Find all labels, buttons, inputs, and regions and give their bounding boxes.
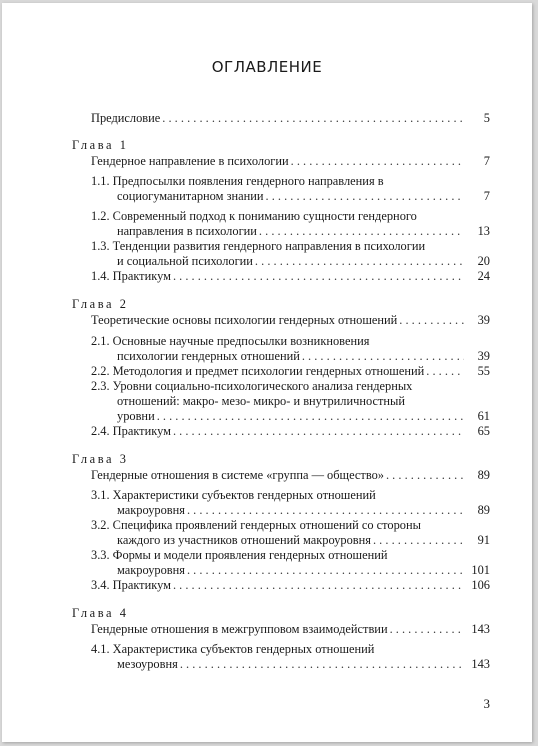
entry-title-line: 1.2. Современный подход к пониманию сущности гендерного [91,209,417,223]
entry-page: 5 [483,111,490,125]
toc-entry-section[interactable] [91,239,490,269]
entry-page: 39 [477,349,490,363]
entry-title: мезоуровня [117,657,178,671]
entry-title-line: 1.3. Тенденции развития гендерного направления в психологии [91,239,426,253]
entry-title: 2.4. Практикум [91,424,171,438]
toc-entry-section[interactable] [91,548,490,578]
leader-dots [302,349,464,364]
toc-entry-section[interactable] [91,174,490,204]
leader-dots [173,578,464,593]
toc-entry-section[interactable] [91,379,490,424]
toc-entry-section[interactable] [91,578,490,593]
toc-entry-section[interactable] [91,269,490,284]
entry-title: Гендерное направление в психологии [91,154,289,168]
page-number: 3 [483,696,490,711]
leader-dots [255,254,464,269]
leader-dots [399,313,464,328]
entry-page: 65 [477,424,490,438]
entry-page: 91 [477,533,490,547]
entry-page: 143 [471,657,490,671]
entry-page: 39 [477,313,490,327]
leader-dots [187,563,464,578]
toc-entry-section[interactable] [91,518,490,548]
entry-title: Гендерные отношения в системе «группа — общество» [91,468,384,482]
book-page [2,3,532,742]
entry-page: 89 [477,468,490,482]
toc-entry-section[interactable] [91,424,490,439]
chapter-label: Глава 1 [72,138,129,152]
entry-title-line: 3.3. Формы и модели проявления гендерных отношений [91,548,388,562]
leader-dots [426,364,464,379]
toc-heading: ОГЛАВЛЕНИЕ [211,58,323,76]
entry-title-line: 2.1. Основные научные предпосылки возникновения [91,334,370,348]
toc-entry-preface[interactable] [91,111,490,126]
entry-page: 61 [477,409,490,423]
chapter-label: Глава 4 [72,606,129,620]
entry-page: 101 [471,563,490,577]
toc-entry-chapter-title[interactable] [91,468,490,483]
leader-dots [157,409,464,424]
toc-entry-section[interactable] [91,209,490,239]
chapter-label: Глава 3 [72,452,129,466]
leader-dots [162,111,464,126]
entry-title: социогуманитарном знании [117,189,264,203]
entry-page: 7 [483,189,490,203]
leader-dots [173,269,464,284]
entry-page: 24 [477,269,490,283]
toc-entry-section[interactable] [91,488,490,518]
entry-title: психологии гендерных отношений [117,349,300,363]
toc-entry-chapter-title[interactable] [91,154,490,169]
toc-entry-chapter-title[interactable] [91,622,490,637]
entry-page: 89 [477,503,490,517]
entry-title-line: отношений: макро- мезо- микро- и внутриличностный [117,394,405,408]
toc-entry-section[interactable] [91,334,490,364]
entry-title: 2.2. Методология и предмет психологии гендерных отношений [91,364,425,378]
entry-page: 20 [477,254,490,268]
leader-dots [386,468,464,483]
entry-title-line: 1.1. Предпосылки появления гендерного направления в [91,174,384,188]
leader-dots [180,657,464,672]
entry-title: каждого из участников отношений макроуровня [117,533,371,547]
entry-title: Гендерные отношения в межгрупповом взаимодействии [91,622,388,636]
entry-page: 106 [471,578,490,592]
entry-title-line: 3.1. Характеристики субъектов гендерных отношений [91,488,376,502]
entry-title: Предисловие [91,111,161,125]
leader-dots [173,424,464,439]
entry-page: 143 [471,622,490,636]
entry-page: 55 [477,364,490,378]
entry-title: 1.4. Практикум [91,269,171,283]
entry-page: 13 [477,224,490,238]
toc-entry-chapter-title[interactable] [91,313,490,328]
leader-dots [266,189,465,204]
leader-dots [390,622,464,637]
entry-title: 3.4. Практикум [91,578,171,592]
toc-entry-section[interactable] [91,364,490,379]
entry-title: направления в психологии [117,224,257,238]
chapter-label: Глава 2 [72,297,129,311]
entry-page: 7 [483,154,490,168]
entry-title-line: 2.3. Уровни социально-психологического анализа гендерных [91,379,413,393]
entry-title: и социальной психологии [117,254,253,268]
entry-title: Теоретические основы психологии гендерных отношений [91,313,398,327]
leader-dots [291,154,464,169]
leader-dots [373,533,464,548]
entry-title: уровни [117,409,155,423]
leader-dots [187,503,464,518]
entry-title: макроуровня [117,503,185,517]
toc-entry-section[interactable] [91,642,490,672]
leader-dots [259,224,464,239]
entry-title: макроуровня [117,563,185,577]
entry-title-line: 4.1. Характеристика субъектов гендерных отношений [91,642,375,656]
entry-title-line: 3.2. Специфика проявлений гендерных отношений со стороны [91,518,421,532]
